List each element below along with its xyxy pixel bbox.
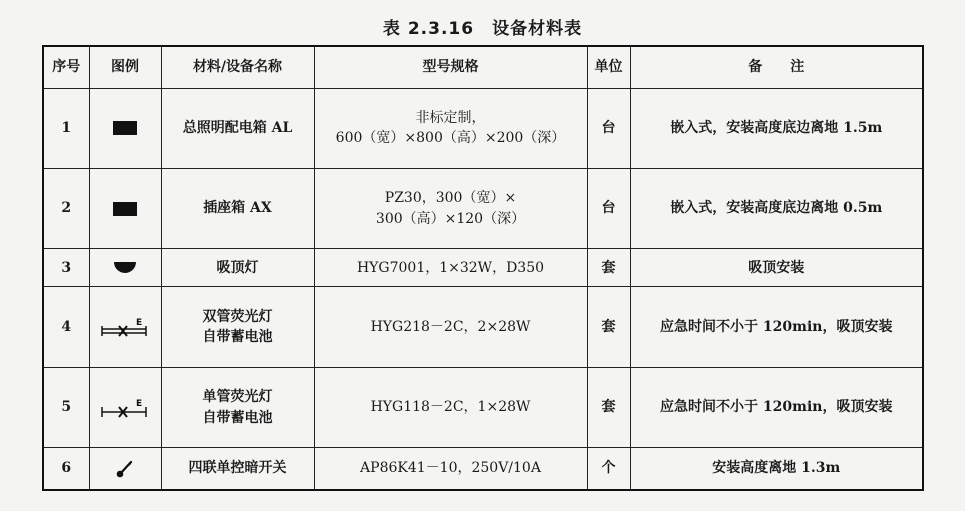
- single-tube-fluorescent-icon: [89, 367, 161, 447]
- row-seq: 6: [43, 448, 89, 490]
- row-model: [314, 287, 587, 367]
- row-note: 安装高度离地 1.3m: [630, 448, 923, 490]
- table-row: [43, 249, 923, 287]
- distribution-box-icon: [89, 88, 161, 168]
- row-name: 四联单控暗开关: [161, 448, 314, 490]
- socket-box-icon: [89, 168, 161, 248]
- row-model: [314, 168, 587, 248]
- double-tube-fluorescent-icon: [89, 287, 161, 367]
- row-name-line: 自带蓄电池: [202, 409, 273, 426]
- row-model-line: 非标定制，: [415, 109, 486, 126]
- row-note: 应急时间不小于 120min，吸顶安装: [630, 367, 923, 447]
- row-model: [314, 249, 587, 287]
- row-name-line: 双管荧光灯: [202, 308, 273, 325]
- row-model-line: 600（宽）×800（高）×200（深）: [335, 130, 566, 147]
- header-name: 材料/设备名称: [161, 46, 314, 88]
- row-unit: 套: [587, 287, 630, 367]
- table-row: [43, 88, 923, 168]
- row-seq: 2: [43, 168, 89, 248]
- header-legend: 图例: [89, 46, 161, 88]
- row-note: 嵌入式，安装高度底边离地 1.5m: [630, 88, 923, 168]
- row-name: 吸顶灯: [161, 249, 314, 287]
- svg-text:E: E: [136, 318, 143, 329]
- table-row: [43, 168, 923, 248]
- row-seq: 1: [43, 88, 89, 168]
- svg-text:E: E: [136, 398, 143, 409]
- row-name-line: 自带蓄电池: [202, 329, 273, 346]
- row-model-line: PZ30，300（宽）×: [384, 190, 517, 207]
- header-seq: 序号: [43, 46, 89, 88]
- row-unit: 套: [587, 249, 630, 287]
- row-note: 嵌入式，安装高度底边离地 0.5m: [630, 168, 923, 248]
- row-name: [161, 367, 314, 447]
- row-seq: 3: [43, 249, 89, 287]
- row-model: [314, 367, 587, 447]
- equipment-material-table: [42, 45, 924, 491]
- row-name: 总照明配电箱 AL: [161, 88, 314, 168]
- row-name-line: 单管荧光灯: [202, 389, 273, 406]
- row-model: [314, 448, 587, 490]
- header-note: 备 注: [630, 46, 923, 88]
- row-model-line: HYG7001，1×32W，D350: [356, 259, 545, 276]
- row-unit: 套: [587, 367, 630, 447]
- row-unit: 台: [587, 168, 630, 248]
- row-model-line: AP86K41－10，250V/10A: [360, 460, 541, 477]
- switch-icon: [89, 448, 161, 490]
- row-unit: 台: [587, 88, 630, 168]
- row-model-line: HYG218－2C，2×28W: [370, 319, 531, 336]
- row-model-line: HYG118－2C，1×28W: [370, 399, 531, 416]
- row-name: [161, 287, 314, 367]
- row-model: [314, 88, 587, 168]
- table-row: [43, 287, 923, 367]
- row-seq: 4: [43, 287, 89, 367]
- row-unit: 个: [587, 448, 630, 490]
- header-unit: 单位: [587, 46, 630, 88]
- table-row: [43, 448, 923, 490]
- row-note: 应急时间不小于 120min，吸顶安装: [630, 287, 923, 367]
- row-name: 插座箱 AX: [161, 168, 314, 248]
- table-header-row: [43, 46, 923, 88]
- table-title: 表 2.3.16 设备材料表: [382, 19, 583, 39]
- row-seq: 5: [43, 367, 89, 447]
- ceiling-lamp-icon: [89, 249, 161, 287]
- row-note: 吸顶安装: [630, 249, 923, 287]
- header-model: 型号规格: [314, 46, 587, 88]
- row-model-line: 300（高）×120（深）: [375, 210, 526, 227]
- table-row: [43, 367, 923, 447]
